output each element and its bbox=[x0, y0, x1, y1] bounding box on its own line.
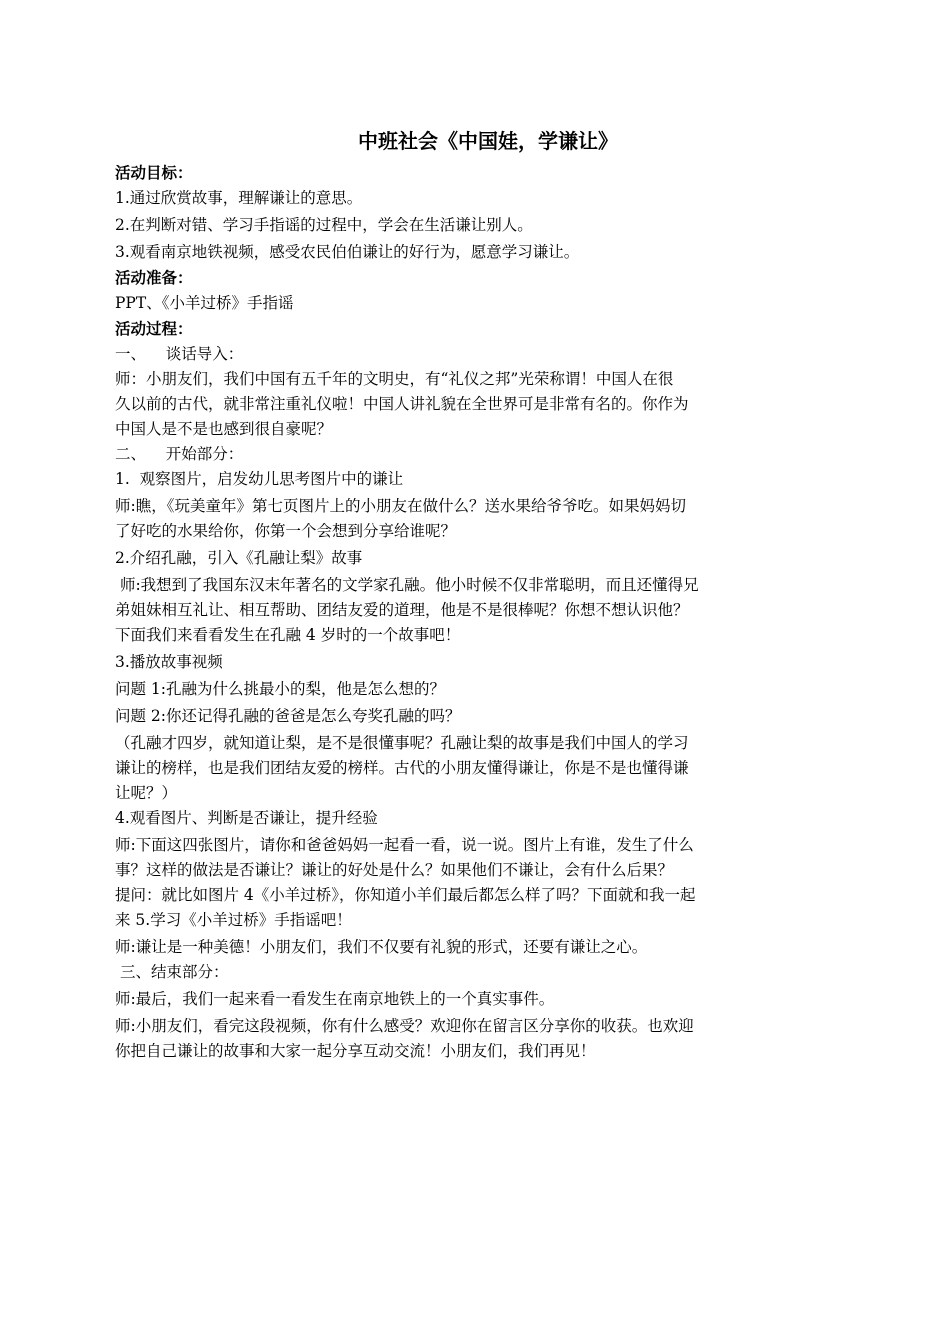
process-heading: 活动过程： bbox=[115, 320, 193, 338]
step-heading: 1. 观察图片，启发幼儿思考图片中的谦让 bbox=[115, 470, 404, 488]
paragraph-line: 师:最后，我们一起来看一看发生在南京地铁上的一个真实事件。 bbox=[115, 990, 555, 1008]
paragraph-line: 师：小朋友们，我们中国有五千年的文明史，有“礼仪之邦”光荣称谓！中国人在很 bbox=[115, 370, 674, 388]
paragraph-line: 来 5.学习《小羊过桥》手指谣吧！ bbox=[115, 911, 352, 929]
objective-item: 1.通过欣赏故事，理解谦让的意思。 bbox=[115, 189, 363, 207]
document-title: 中班社会《中国娃，学谦让》 bbox=[358, 129, 618, 153]
paragraph-line: （孔融才四岁，就知道让梨，是不是很懂事呢？孔融让梨的故事是我们中国人的学习 bbox=[115, 734, 689, 752]
paragraph-line: 中国人是不是也感到很自豪呢？ bbox=[115, 420, 333, 438]
paragraph-line: 师:我想到了我国东汉末年著名的文学家孔融。他小时候不仅非常聪明，而且还懂得兄 bbox=[115, 576, 699, 594]
paragraph-line: 谦让的榜样，也是我们团结友爱的榜样。古代的小朋友懂得谦让，你是不是也懂得谦 bbox=[115, 759, 689, 777]
paragraph-line: 你把自己谦让的故事和大家一起分享互动交流！小朋友们，我们再见！ bbox=[115, 1042, 596, 1060]
paragraph-line: 提问：就比如图片 4《小羊过桥》，你知道小羊们最后都怎么样了吗？下面就和我一起 bbox=[115, 886, 696, 904]
paragraph-line: 师:谦让是一种美德！小朋友们，我们不仅要有礼貌的形式，还要有谦让之心。 bbox=[115, 938, 648, 956]
paragraph-line: 久以前的古代，就非常注重礼仪啦！中国人讲礼貌在全世界可是非常有名的。你作为 bbox=[115, 395, 689, 413]
document-page bbox=[115, 127, 837, 1064]
objective-item: 2.在判断对错、学习手指谣的过程中，学会在生活谦让别人。 bbox=[115, 216, 533, 234]
objective-item: 3.观看南京地铁视频，感受农民伯伯谦让的好行为，愿意学习谦让。 bbox=[115, 243, 580, 261]
question-line: 问题 1:孔融为什么挑最小的梨，他是怎么想的？ bbox=[115, 680, 446, 698]
objectives-list bbox=[115, 186, 837, 265]
section-heading: 三、结束部分： bbox=[115, 963, 229, 981]
paragraph-line: 师:小朋友们，看完这段视频，你有什么感受？欢迎你在留言区分享你的收获。也欢迎 bbox=[115, 1017, 694, 1035]
paragraph-line: 让呢？） bbox=[115, 784, 178, 802]
preparation-text: PPT、《小羊过桥》手指谣 bbox=[115, 294, 294, 312]
preparation-heading: 活动准备： bbox=[115, 269, 193, 287]
paragraph-line: 弟姐妹相互礼让、相互帮助、团结友爱的道理，他是不是很棒呢？你想不想认识他？ bbox=[115, 601, 689, 619]
section-heading: 二、 开始部分： bbox=[115, 445, 244, 463]
step-heading: 2.介绍孔融，引入《孔融让梨》故事 bbox=[115, 549, 363, 567]
step-heading: 4.观看图片、判断是否谦让，提升经验 bbox=[115, 809, 378, 827]
paragraph-line: 了好吃的水果给你，你第一个会想到分享给谁呢？ bbox=[115, 522, 457, 540]
process-body bbox=[115, 342, 837, 1064]
objectives-heading: 活动目标： bbox=[115, 164, 193, 182]
step-heading: 3.播放故事视频 bbox=[115, 653, 223, 671]
paragraph-line: 事？这样的做法是否谦让？谦让的好处是什么？如果他们不谦让，会有什么后果？ bbox=[115, 861, 674, 879]
paragraph-line: 师:下面这四张图片，请你和爸爸妈妈一起看一看，说一说。图片上有谁，发生了什么 bbox=[115, 836, 694, 854]
question-line: 问题 2:你还记得孔融的爸爸是怎么夸奖孔融的吗？ bbox=[115, 707, 461, 725]
paragraph-line: 师:瞧，《玩美童年》第七页图片上的小朋友在做什么？送水果给爷爷吃。如果妈妈切 bbox=[115, 497, 686, 515]
paragraph-line: 下面我们来看看发生在孔融 4 岁时的一个故事吧！ bbox=[115, 626, 461, 644]
section-heading: 一、 谈话导入： bbox=[115, 345, 244, 363]
